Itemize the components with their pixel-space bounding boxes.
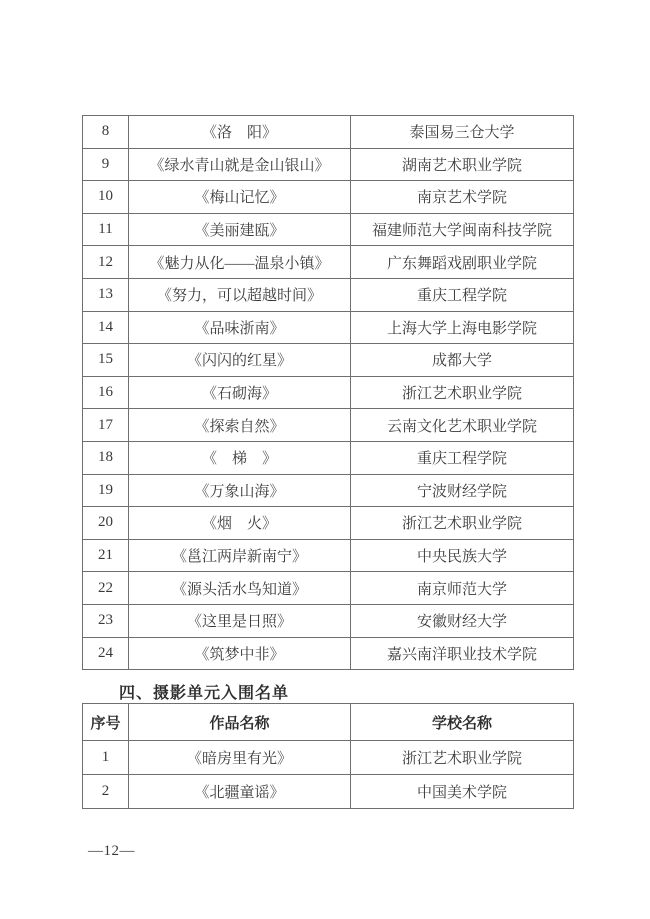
table-row <box>83 507 574 540</box>
table-row <box>83 213 574 246</box>
table-row <box>83 441 574 474</box>
cell-title: 《源头活水鸟知道》 <box>129 572 351 605</box>
cell-no: 15 <box>83 344 129 377</box>
cell-no: 24 <box>83 637 129 670</box>
table-row <box>83 376 574 409</box>
cell-school: 上海大学上海电影学院 <box>351 311 574 344</box>
header-cell-school: 学校名称 <box>351 704 574 741</box>
cell-title: 《魅力从化——温泉小镇》 <box>129 246 351 279</box>
table-row <box>83 116 574 149</box>
cell-no: 9 <box>83 148 129 181</box>
shortlist-table-continued-body <box>83 116 574 670</box>
cell-school: 云南文化艺术职业学院 <box>351 409 574 442</box>
header-row <box>83 704 574 741</box>
cell-no: 2 <box>83 775 129 809</box>
cell-school: 宁波财经学院 <box>351 474 574 507</box>
shortlist-table-continued <box>82 115 574 670</box>
cell-school: 嘉兴南洋职业技术学院 <box>351 637 574 670</box>
photography-table-body <box>83 741 574 809</box>
cell-school: 中国美术学院 <box>351 775 574 809</box>
cell-no: 21 <box>83 539 129 572</box>
table-row <box>83 741 574 775</box>
cell-title: 《洛 阳》 <box>129 116 351 149</box>
cell-no: 13 <box>83 278 129 311</box>
cell-no: 22 <box>83 572 129 605</box>
table-row <box>83 148 574 181</box>
cell-title: 《暗房里有光》 <box>129 741 351 775</box>
section-heading-photography: 四、摄影单元入围名单 <box>119 685 290 702</box>
photography-shortlist-table <box>82 703 574 809</box>
cell-school: 泰国易三仓大学 <box>351 116 574 149</box>
table-row <box>83 775 574 809</box>
cell-title: 《 梯 》 <box>129 441 351 474</box>
cell-no: 1 <box>83 741 129 775</box>
cell-title: 《探索自然》 <box>129 409 351 442</box>
cell-title: 《石砌海》 <box>129 376 351 409</box>
photography-table-header <box>83 704 574 741</box>
cell-no: 10 <box>83 181 129 214</box>
table-row <box>83 409 574 442</box>
cell-title: 《烟 火》 <box>129 507 351 540</box>
cell-school: 浙江艺术职业学院 <box>351 507 574 540</box>
cell-no: 16 <box>83 376 129 409</box>
table-row <box>83 572 574 605</box>
cell-title: 《梅山记忆》 <box>129 181 351 214</box>
cell-title: 《闪闪的红星》 <box>129 344 351 377</box>
cell-school: 南京师范大学 <box>351 572 574 605</box>
table-row <box>83 604 574 637</box>
table-row <box>83 246 574 279</box>
header-cell-no: 序号 <box>83 704 129 741</box>
table-row <box>83 474 574 507</box>
cell-school: 湖南艺术职业学院 <box>351 148 574 181</box>
cell-title: 《这里是日照》 <box>129 604 351 637</box>
cell-title: 《筑梦中非》 <box>129 637 351 670</box>
cell-school: 重庆工程学院 <box>351 441 574 474</box>
cell-title: 《北疆童谣》 <box>129 775 351 809</box>
header-cell-title: 作品名称 <box>129 704 351 741</box>
cell-no: 8 <box>83 116 129 149</box>
cell-title: 《邕江两岸新南宁》 <box>129 539 351 572</box>
cell-school: 安徽财经大学 <box>351 604 574 637</box>
cell-school: 中央民族大学 <box>351 539 574 572</box>
cell-school: 重庆工程学院 <box>351 278 574 311</box>
table-row <box>83 311 574 344</box>
cell-school: 浙江艺术职业学院 <box>351 376 574 409</box>
table-row <box>83 344 574 377</box>
cell-no: 12 <box>83 246 129 279</box>
cell-title: 《万象山海》 <box>129 474 351 507</box>
cell-title: 《品味浙南》 <box>129 311 351 344</box>
cell-school: 南京艺术学院 <box>351 181 574 214</box>
cell-no: 19 <box>83 474 129 507</box>
cell-no: 23 <box>83 604 129 637</box>
cell-no: 18 <box>83 441 129 474</box>
table-row <box>83 278 574 311</box>
cell-no: 20 <box>83 507 129 540</box>
cell-no: 14 <box>83 311 129 344</box>
table-row <box>83 539 574 572</box>
cell-no: 17 <box>83 409 129 442</box>
cell-school: 浙江艺术职业学院 <box>351 741 574 775</box>
cell-school: 成都大学 <box>351 344 574 377</box>
cell-title: 《美丽建瓯》 <box>129 213 351 246</box>
cell-school: 广东舞蹈戏剧职业学院 <box>351 246 574 279</box>
cell-school: 福建师范大学闽南科技学院 <box>351 213 574 246</box>
page-number: —12— <box>88 843 135 859</box>
cell-title: 《努力，可以超越时间》 <box>129 278 351 311</box>
table-row <box>83 181 574 214</box>
cell-title: 《绿水青山就是金山银山》 <box>129 148 351 181</box>
cell-no: 11 <box>83 213 129 246</box>
table-row <box>83 637 574 670</box>
